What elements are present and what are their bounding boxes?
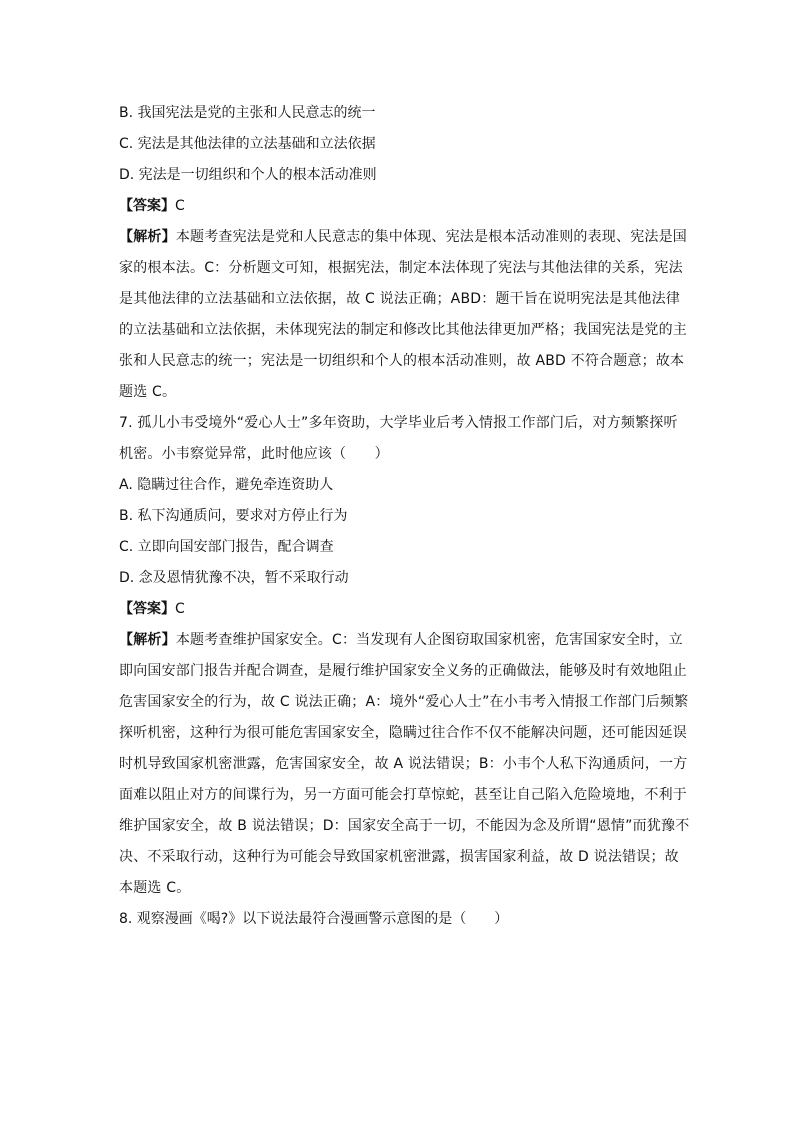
q7-stem-line: 机密。小韦察觉异常，此时他应该（ ） — [119, 446, 389, 462]
answer-value: C — [175, 198, 185, 214]
analysis-line: 本题选 C。 — [119, 880, 191, 896]
answer-label: 【答案】 — [119, 601, 175, 617]
analysis-line: 的立法基础和立法依据，未体现宪法的制定和修改比其他法律更加严格；我国宪法是党的主 — [119, 322, 687, 338]
q6-answer — [119, 191, 679, 222]
analysis-line: 即向国安部门报告并配合调查，是履行维护国家安全义务的正确做法，能够及时有效地阻止 — [119, 663, 687, 679]
q7-option-c: C. 立即向国安部门报告，配合调查 — [119, 539, 334, 555]
document-page — [119, 98, 690, 935]
analysis-line: 题选 C。 — [119, 384, 177, 400]
q7-stem-line: 7. 孤儿小韦受境外“爱心人士”多年资助，大学毕业后考入情报工作部门后，对方频繁探听 — [119, 415, 678, 431]
q6-options — [119, 98, 679, 191]
q7-option-d: D. 念及恩情犹豫不决，暂不采取行动 — [119, 570, 349, 586]
q7-stem — [119, 408, 679, 470]
answer-value: C — [175, 601, 185, 617]
analysis-line: 维护国家安全，故 B 说法错误；D：国家安全高于一切，不能因为念及所谓“恩情”而犹豫不 — [119, 818, 690, 834]
analysis-line: 本题考查宪法是党和人民意志的集中体现、宪法是根本活动准则的表现、宪法是国 — [175, 229, 688, 245]
analysis-label: 【解析】 — [119, 632, 176, 648]
analysis-line: 探听机密，这种行为很可能危害国家安全，隐瞒过往合作不仅不能解决问题，还可能因延误 — [119, 725, 687, 741]
q7-option-b: B. 私下沟通质问，要求对方停止行为 — [119, 508, 348, 524]
analysis-line: 是其他法律的立法基础和立法依据，故 C 说法正确；ABD：题干旨在说明宪法是其他法律 — [119, 291, 681, 307]
analysis-line: 决、不采取行动，这种行为可能会导致国家机密泄露，损害国家利益，故 D 说法错误；故 — [119, 849, 679, 865]
q7-options — [119, 470, 679, 594]
q6-analysis — [119, 222, 688, 408]
q7-answer — [119, 594, 679, 625]
q8-stem: 8. 观察漫画《喝?》以下说法最符合漫画警示意图的是（ ） — [119, 911, 509, 927]
analysis-line: 危害国家安全的行为，故 C 说法正确；A：境外“爱心人士”在小韦考入情报工作部门后频繁 — [119, 694, 689, 710]
q7-analysis — [119, 625, 690, 904]
q6-option-c: C. 宪法是其他法律的立法基础和立法依据 — [119, 136, 376, 152]
analysis-line: 张和人民意志的统一；宪法是一切组织和个人的根本活动准则，故 ABD 不符合题意；故本 — [119, 353, 685, 369]
analysis-line: 本题考查维护国家安全。C：当发现有人企图窃取国家机密，危害国家安全时，立 — [175, 632, 683, 648]
analysis-line: 面难以阻止对方的间谍行为，另一方面可能会打草惊蛇，甚至让自己陷入危险境地，不利于 — [119, 787, 687, 803]
analysis-line: 家的根本法。C：分析题文可知，根据宪法，制定本法体现了宪法与其他法律的关系，宪法 — [119, 260, 683, 276]
q7-option-a: A. 隐瞒过往合作，避免牵连资助人 — [119, 477, 334, 493]
answer-label: 【答案】 — [119, 198, 175, 214]
q6-option-d: D. 宪法是一切组织和个人的根本活动准则 — [119, 167, 377, 183]
q6-option-b: B. 我国宪法是党的主张和人民意志的统一 — [119, 105, 376, 121]
analysis-line: 时机导致国家机密泄露，危害国家安全，故 A 说法错误；B：小韦个人私下沟通质问，一方 — [119, 756, 688, 772]
analysis-label: 【解析】 — [119, 229, 176, 245]
